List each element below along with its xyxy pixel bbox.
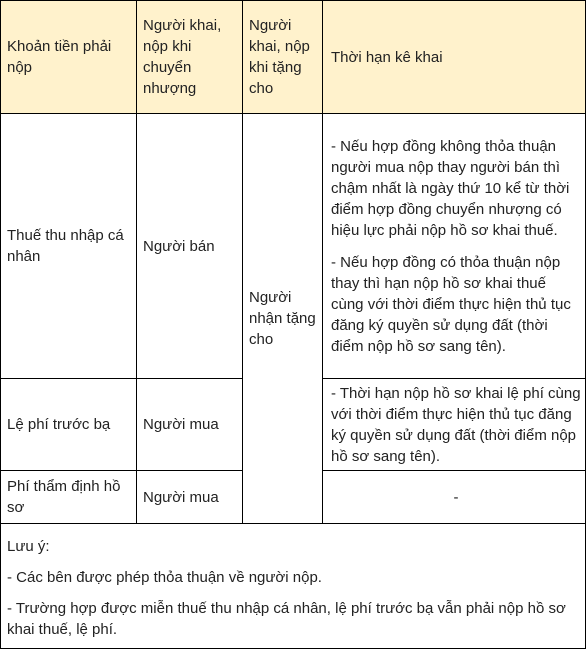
note-title: Lưu ý: xyxy=(7,538,50,555)
header-fee: Khoản tiền phải nộp xyxy=(1,1,137,114)
transfer-payer-cell: Người bán xyxy=(137,114,243,379)
table-row xyxy=(1,114,586,379)
transfer-payer-cell: Người mua xyxy=(137,379,243,471)
deadline-cell xyxy=(323,114,586,379)
deadline-paragraph: - Nếu hợp đồng có thỏa thuận nộp thay thì hạn nộp hồ sơ khai thuế cùng với thời điểm thực hiện thủ tục đăng ký quyền sử dụng đất (thời điểm nộp hồ sơ sang tên). xyxy=(331,253,571,355)
note-line: - Các bên được phép thỏa thuận về người nộp. xyxy=(7,569,322,586)
deadline-paragraph: - Thời hạn nộp hồ sơ khai lệ phí cùng với thời điểm thực hiện thủ tục đăng ký quyền sử dụng đất (thời điểm nộp hồ sơ sang tên). xyxy=(331,384,581,465)
deadline-cell: - xyxy=(323,471,586,524)
header-transfer-payer: Người khai, nộp khi chuyển nhượng xyxy=(137,1,243,114)
deadline-cell xyxy=(323,379,586,471)
note-cell xyxy=(1,524,586,649)
header-gift-payer: Người khai, nộp khi tặng cho xyxy=(243,1,323,114)
note-row xyxy=(1,524,586,649)
note-line: - Trường hợp được miễn thuế thu nhập cá nhân, lệ phí trước bạ vẫn phải nộp hồ sơ khai thuế, lệ phí. xyxy=(7,600,566,638)
transfer-payer-cell: Người mua xyxy=(137,471,243,524)
fee-cell: Thuế thu nhập cá nhân xyxy=(1,114,137,379)
header-deadline: Thời hạn kê khai xyxy=(323,1,586,114)
fee-cell: Lệ phí trước bạ xyxy=(1,379,137,471)
deadline-paragraph: - Nếu hợp đồng không thỏa thuận người mua nộp thay người bán thì chậm nhất là ngày thứ 10 kể từ thời điểm hợp đồng chuyển nhượng có hiệu lực phải nộp hồ sơ khai thuế. xyxy=(331,137,570,239)
table-header-row xyxy=(1,1,586,114)
fee-cell: Phí thẩm định hồ sơ xyxy=(1,471,137,524)
gift-payer-cell: Người nhận tặng cho xyxy=(243,114,323,524)
